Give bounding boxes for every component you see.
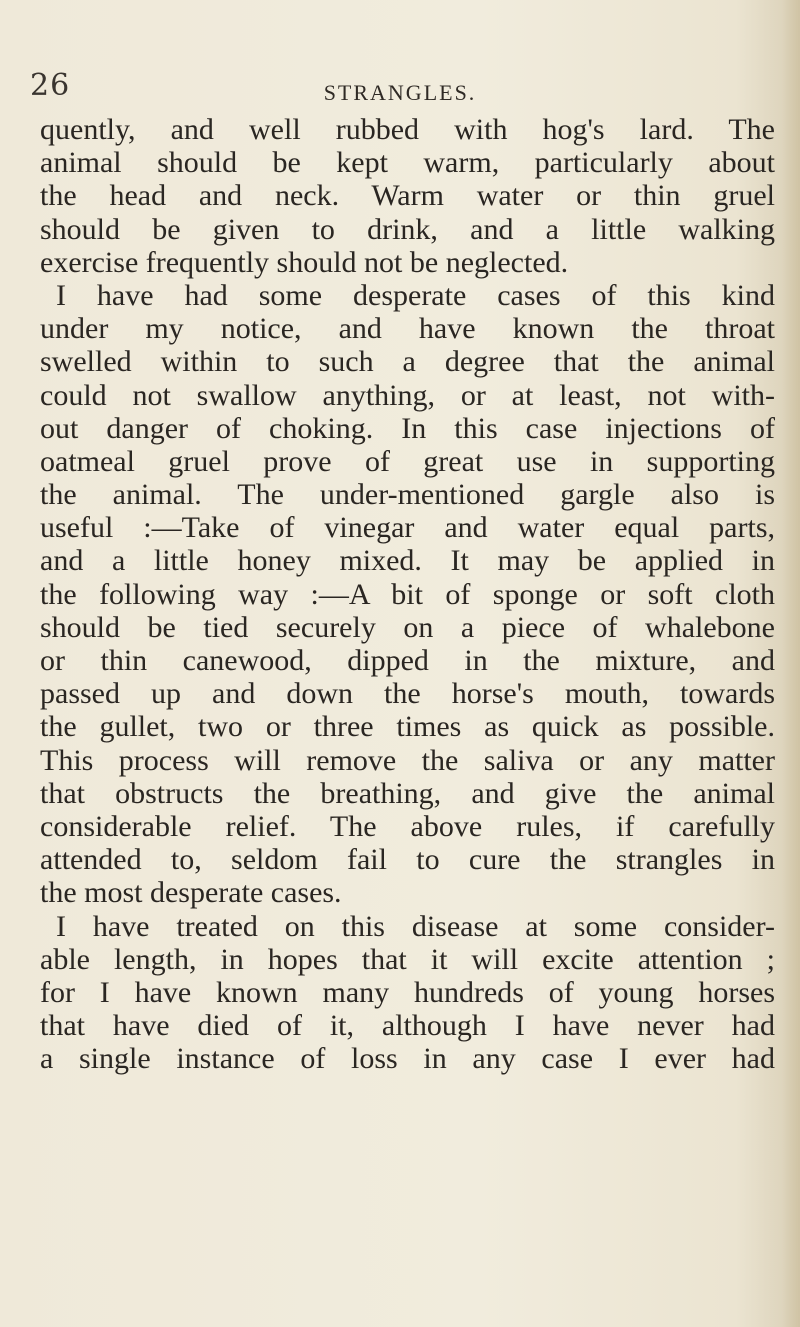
paragraph-start-line: I have treated on this disease at some consider- xyxy=(56,909,775,943)
text-line: considerable relief. The above rules, if carefully xyxy=(40,809,775,843)
text-line: and a little honey mixed. It may be applied in xyxy=(40,544,775,578)
text-line: should be given to drink, and a little walking xyxy=(40,212,775,246)
text-line: a single instance of loss in any case I ever had xyxy=(40,1042,775,1076)
text-line: out danger of choking. In this case injections of xyxy=(40,411,775,445)
text-line: This process will remove the saliva or any matter xyxy=(40,743,775,777)
text-line: that have died of it, although I have never had xyxy=(40,1009,775,1043)
text-line: the head and neck. Warm water or thin gruel xyxy=(40,179,775,213)
text-line: swelled within to such a degree that the animal xyxy=(40,345,775,379)
text-line: able length, in hopes that it will excite attention ; xyxy=(40,942,775,976)
text-line: could not swallow anything, or at least, not with- xyxy=(40,378,775,412)
paragraph-end-line: exercise frequently should not be neglected. xyxy=(40,245,569,279)
text-line: useful :—Take of vinegar and water equal parts, xyxy=(40,511,775,545)
text-line: the animal. The under-mentioned gargle also is xyxy=(40,478,775,512)
page-edge-shadow xyxy=(782,0,800,1327)
running-title: STRANGLES. xyxy=(323,80,477,105)
paragraph-start-line: I have had some desperate cases of this kind xyxy=(56,278,775,312)
text-line: should be tied securely on a piece of whalebone xyxy=(40,610,775,644)
text-line: that obstructs the breathing, and give the animal xyxy=(40,776,775,810)
text-line: oatmeal gruel prove of great use in supporting xyxy=(40,444,775,478)
text-line: or thin canewood, dipped in the mixture, and xyxy=(40,644,775,677)
text-line: passed up and down the horse's mouth, towards xyxy=(40,677,775,711)
text-line: attended to, seldom fail to cure the strangles in xyxy=(40,843,775,877)
body-text xyxy=(40,113,775,1075)
text-line: quently, and well rubbed with hog's lard. The xyxy=(40,113,775,146)
text-line: animal should be kept warm, particularly about xyxy=(40,146,775,180)
page-number: 26 xyxy=(30,68,71,103)
text-line: the following way :—A bit of sponge or soft cloth xyxy=(40,577,775,611)
text-line: the gullet, two or three times as quick as possible. xyxy=(40,710,775,744)
text-line: under my notice, and have known the throat xyxy=(40,312,775,346)
text-line: for I have known many hundreds of young horses xyxy=(40,975,775,1009)
paragraph-end-line: the most desperate cases. xyxy=(40,876,342,910)
